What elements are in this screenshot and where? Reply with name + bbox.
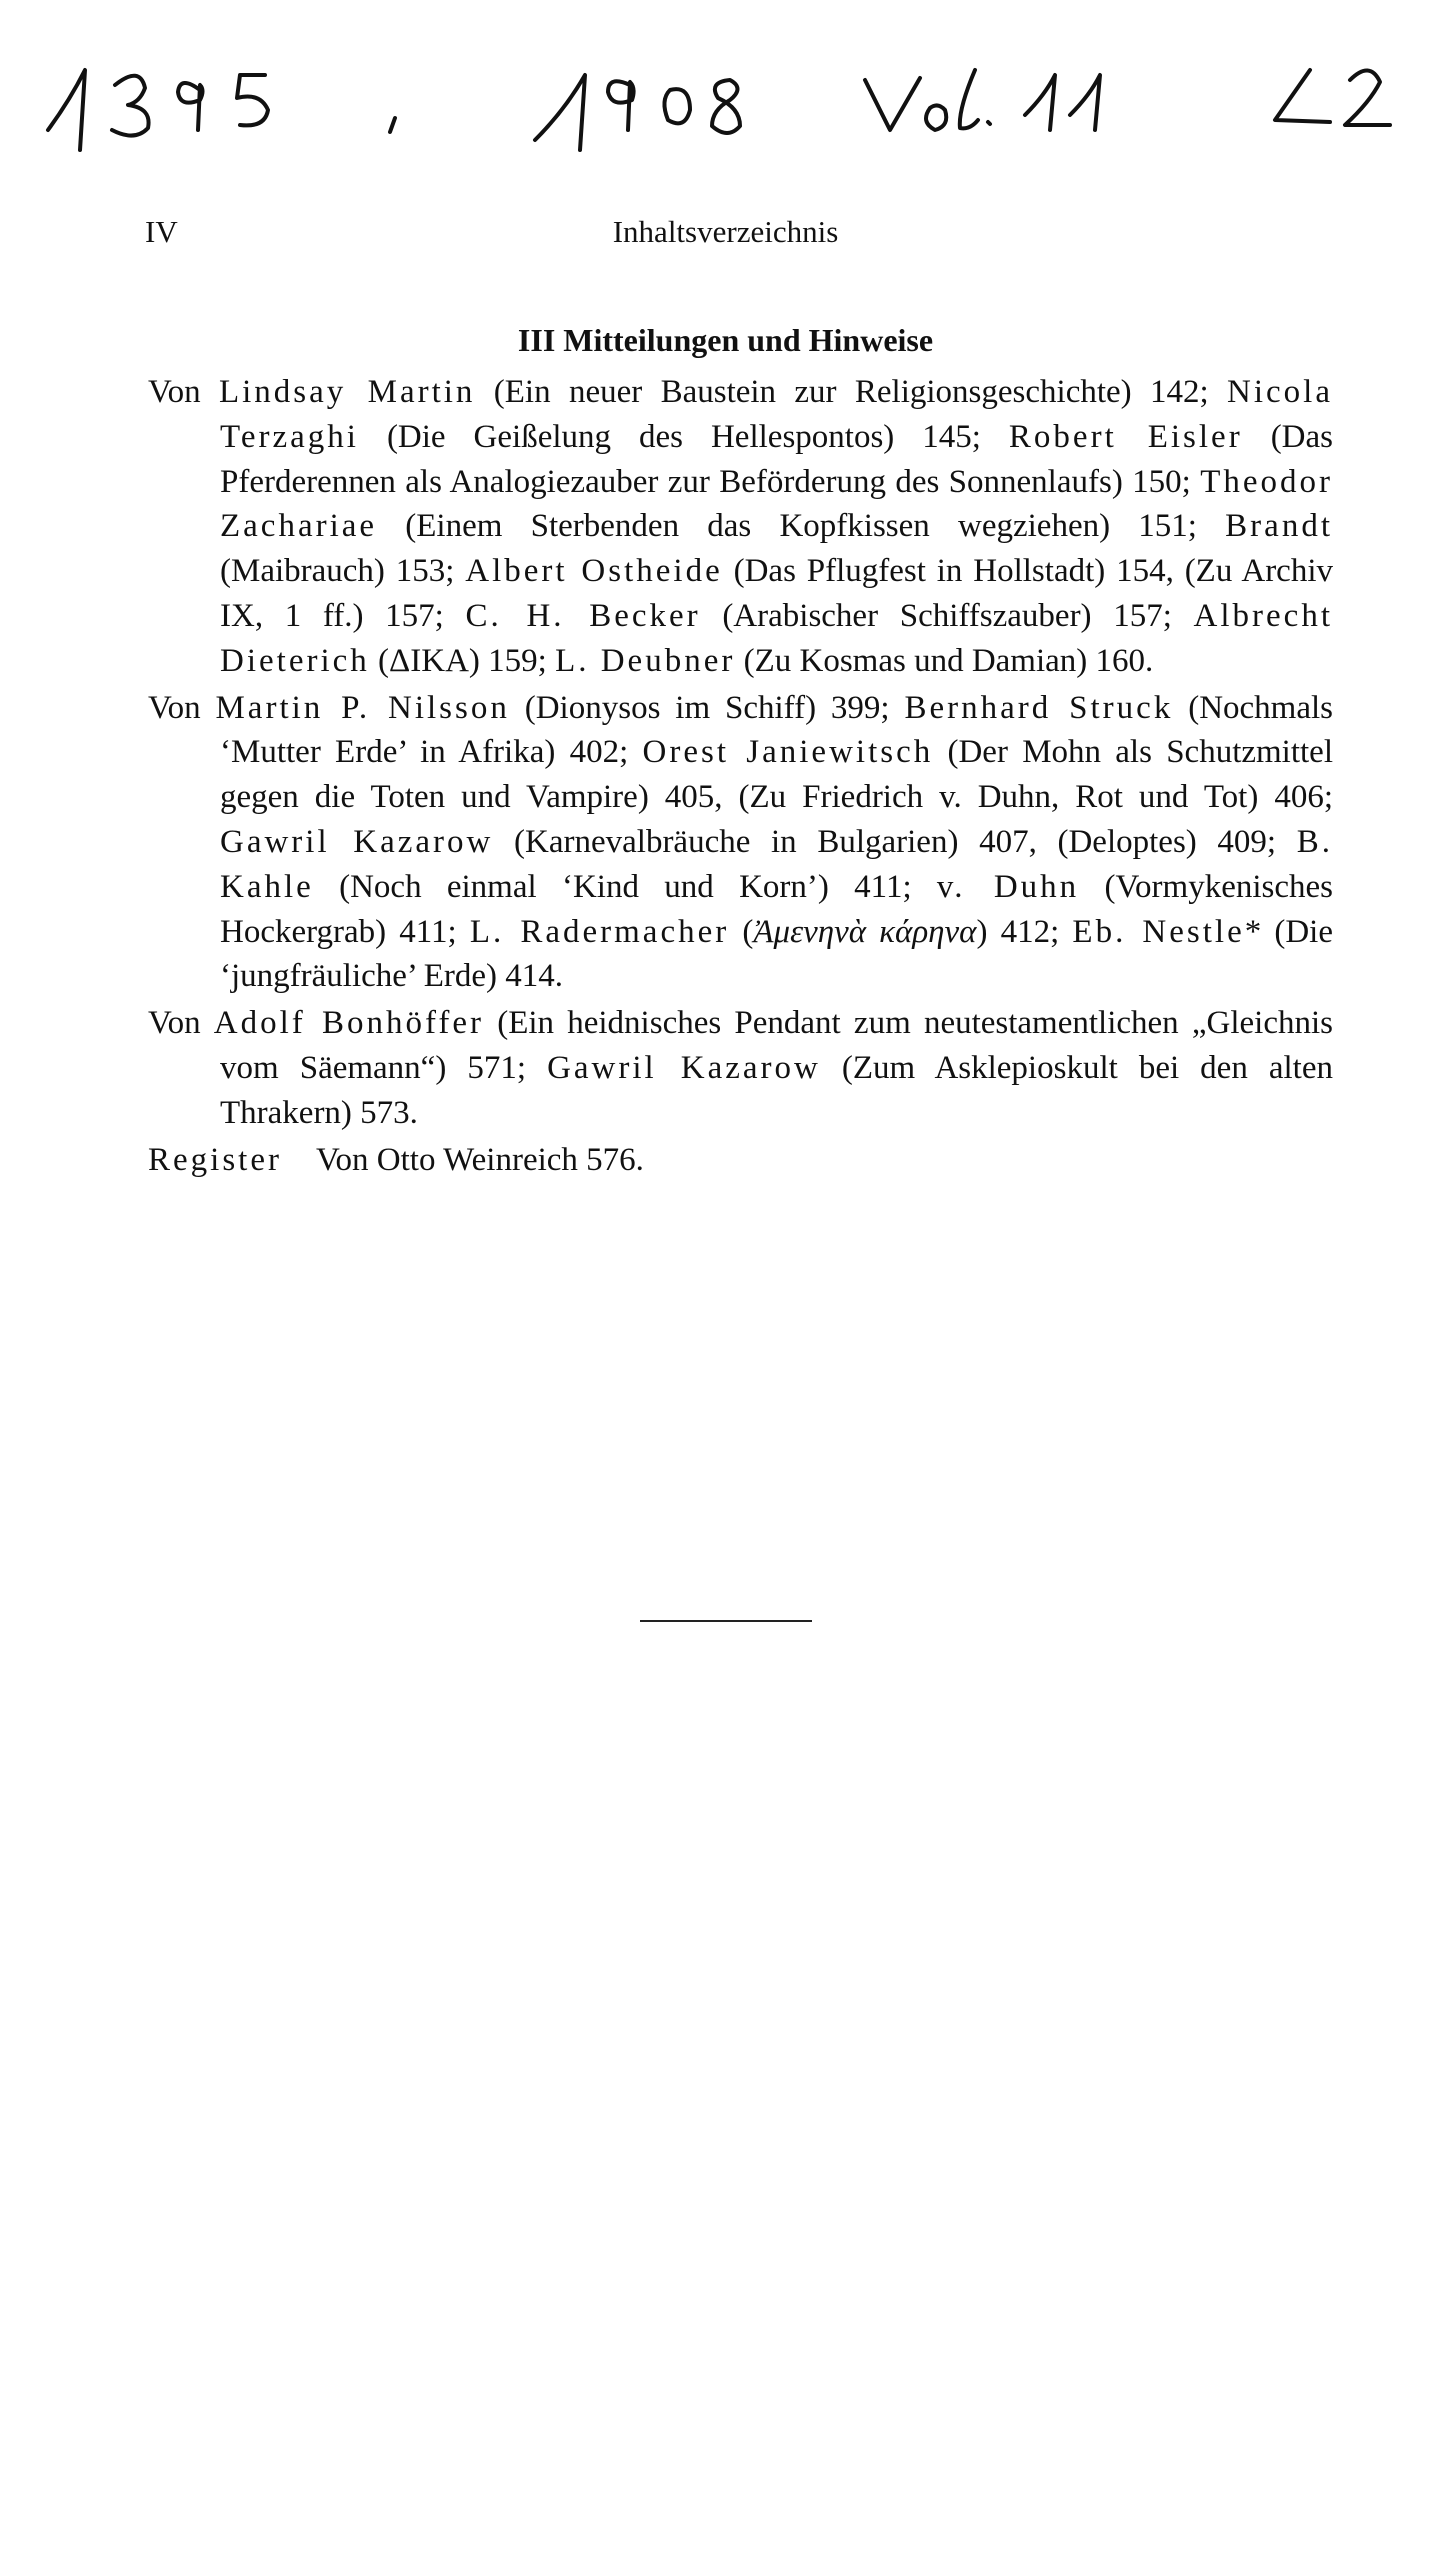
author-name: Albrecht Dieterich xyxy=(220,597,1333,679)
author-name: Bernhard Struck xyxy=(904,689,1174,726)
closing-rule xyxy=(640,1620,812,1622)
author-name: Theodor Zachariae xyxy=(220,463,1333,545)
contents-entry xyxy=(148,686,1333,1000)
author-name: C. H. Becker xyxy=(465,597,701,634)
entry-text: (Zum Asklepioskult bei den alten Thrakern) 573. xyxy=(220,1049,1334,1131)
entry-text: ) 412; xyxy=(976,913,1073,950)
author-name: Martin P. Nilsson xyxy=(215,689,510,726)
entry-text: * (Die ‘jungfräuliche’ Erde) 414. xyxy=(220,913,1333,995)
contents-entry xyxy=(148,370,1333,684)
running-head xyxy=(0,214,1451,254)
register-label: Register xyxy=(148,1141,282,1178)
entry-text: (Noch einmal ‘Kind und Korn’) 411; xyxy=(313,868,937,905)
entry-text: (Das Pflugfest in Hollstadt) 154, (Zu Archiv IX, 1 ff.) 157; xyxy=(220,553,1333,634)
author-name: Albert Ostheide xyxy=(465,553,723,590)
contents-entries xyxy=(148,370,1333,1182)
author-name: Adolf Bonhöffer xyxy=(213,1005,485,1042)
entry-text: (Ein neuer Baustein zur Religionsgeschichte) 142; xyxy=(475,374,1228,410)
contents-entry xyxy=(148,1001,1333,1135)
author-name: L. Radermacher xyxy=(469,913,730,950)
register-entry xyxy=(148,1138,1333,1183)
entry-text: (Das Pferderennen als Analogiezauber zur Beförderung des Sonnenlaufs) 150; xyxy=(220,418,1333,500)
entry-text: (Maibrauch) 153; xyxy=(220,553,466,590)
entry-text: ( xyxy=(729,913,754,950)
handwritten-shelfmark xyxy=(40,30,1420,170)
entry-text: (Zu Kosmas und Damian) 160. xyxy=(735,642,1154,679)
page-number: IV xyxy=(145,214,178,249)
entry-text: Von xyxy=(148,1005,214,1042)
author-name: v. Duhn xyxy=(936,868,1080,905)
entry-text: (Dionysos im Schiff) 399; xyxy=(509,689,905,726)
entry-text: (Vormykenisches Hockergrab) 411; xyxy=(220,868,1333,950)
entry-text: Von xyxy=(148,374,219,410)
author-name: Nicola Terzaghi xyxy=(220,374,1333,455)
entry-text: (Ein heidnisches Pendant zum neutestamentlichen „Gleichnis vom Säemann“) 571; xyxy=(220,1005,1333,1086)
entry-text: (ΔΙΚΑ) 159; xyxy=(369,642,556,679)
author-name: L. Deubner xyxy=(555,642,736,679)
entry-text: (Nochmals ‘Mutter Erde’ in Afrika) 402; xyxy=(220,689,1334,771)
greek-title: Ἀμενηνὰ κάρηνα xyxy=(753,913,977,950)
author-name: B. Kahle xyxy=(220,823,1333,905)
entry-text: (Die Geißelung des Hellespontos) 145; xyxy=(358,418,1009,455)
entry-text: (Einem Sterbenden das Kopfkissen wegziehen) 151; xyxy=(377,508,1226,545)
author-name: Eb. Nestle xyxy=(1072,913,1245,950)
running-title: Inhaltsverzeichnis xyxy=(612,214,839,249)
author-name: Brandt xyxy=(1225,508,1333,545)
author-name: Robert Eisler xyxy=(1008,418,1243,455)
author-name: Lindsay Martin xyxy=(218,374,476,410)
author-name: Gawril Kazarow xyxy=(220,823,494,860)
entry-text: Von xyxy=(148,689,216,726)
section-heading: III Mitteilungen und Hinweise xyxy=(517,322,934,358)
author-name: Orest Janiewitsch xyxy=(642,734,934,771)
entry-text: (Der Mohn als Schutzmittel gegen die Toten und Vampire) 405, (Zu Friedrich v. Duhn, Rot und Tot) 406; xyxy=(220,734,1333,816)
entry-text: (Arabischer Schiffszauber) 157; xyxy=(700,597,1194,634)
author-name: Gawril Kazarow xyxy=(547,1049,821,1086)
entry-text: (Karnevalbräuche in Bulgarien) 407, (Deloptes) 409; xyxy=(493,823,1297,860)
register-text: Von Otto Weinreich 576. xyxy=(315,1141,644,1178)
